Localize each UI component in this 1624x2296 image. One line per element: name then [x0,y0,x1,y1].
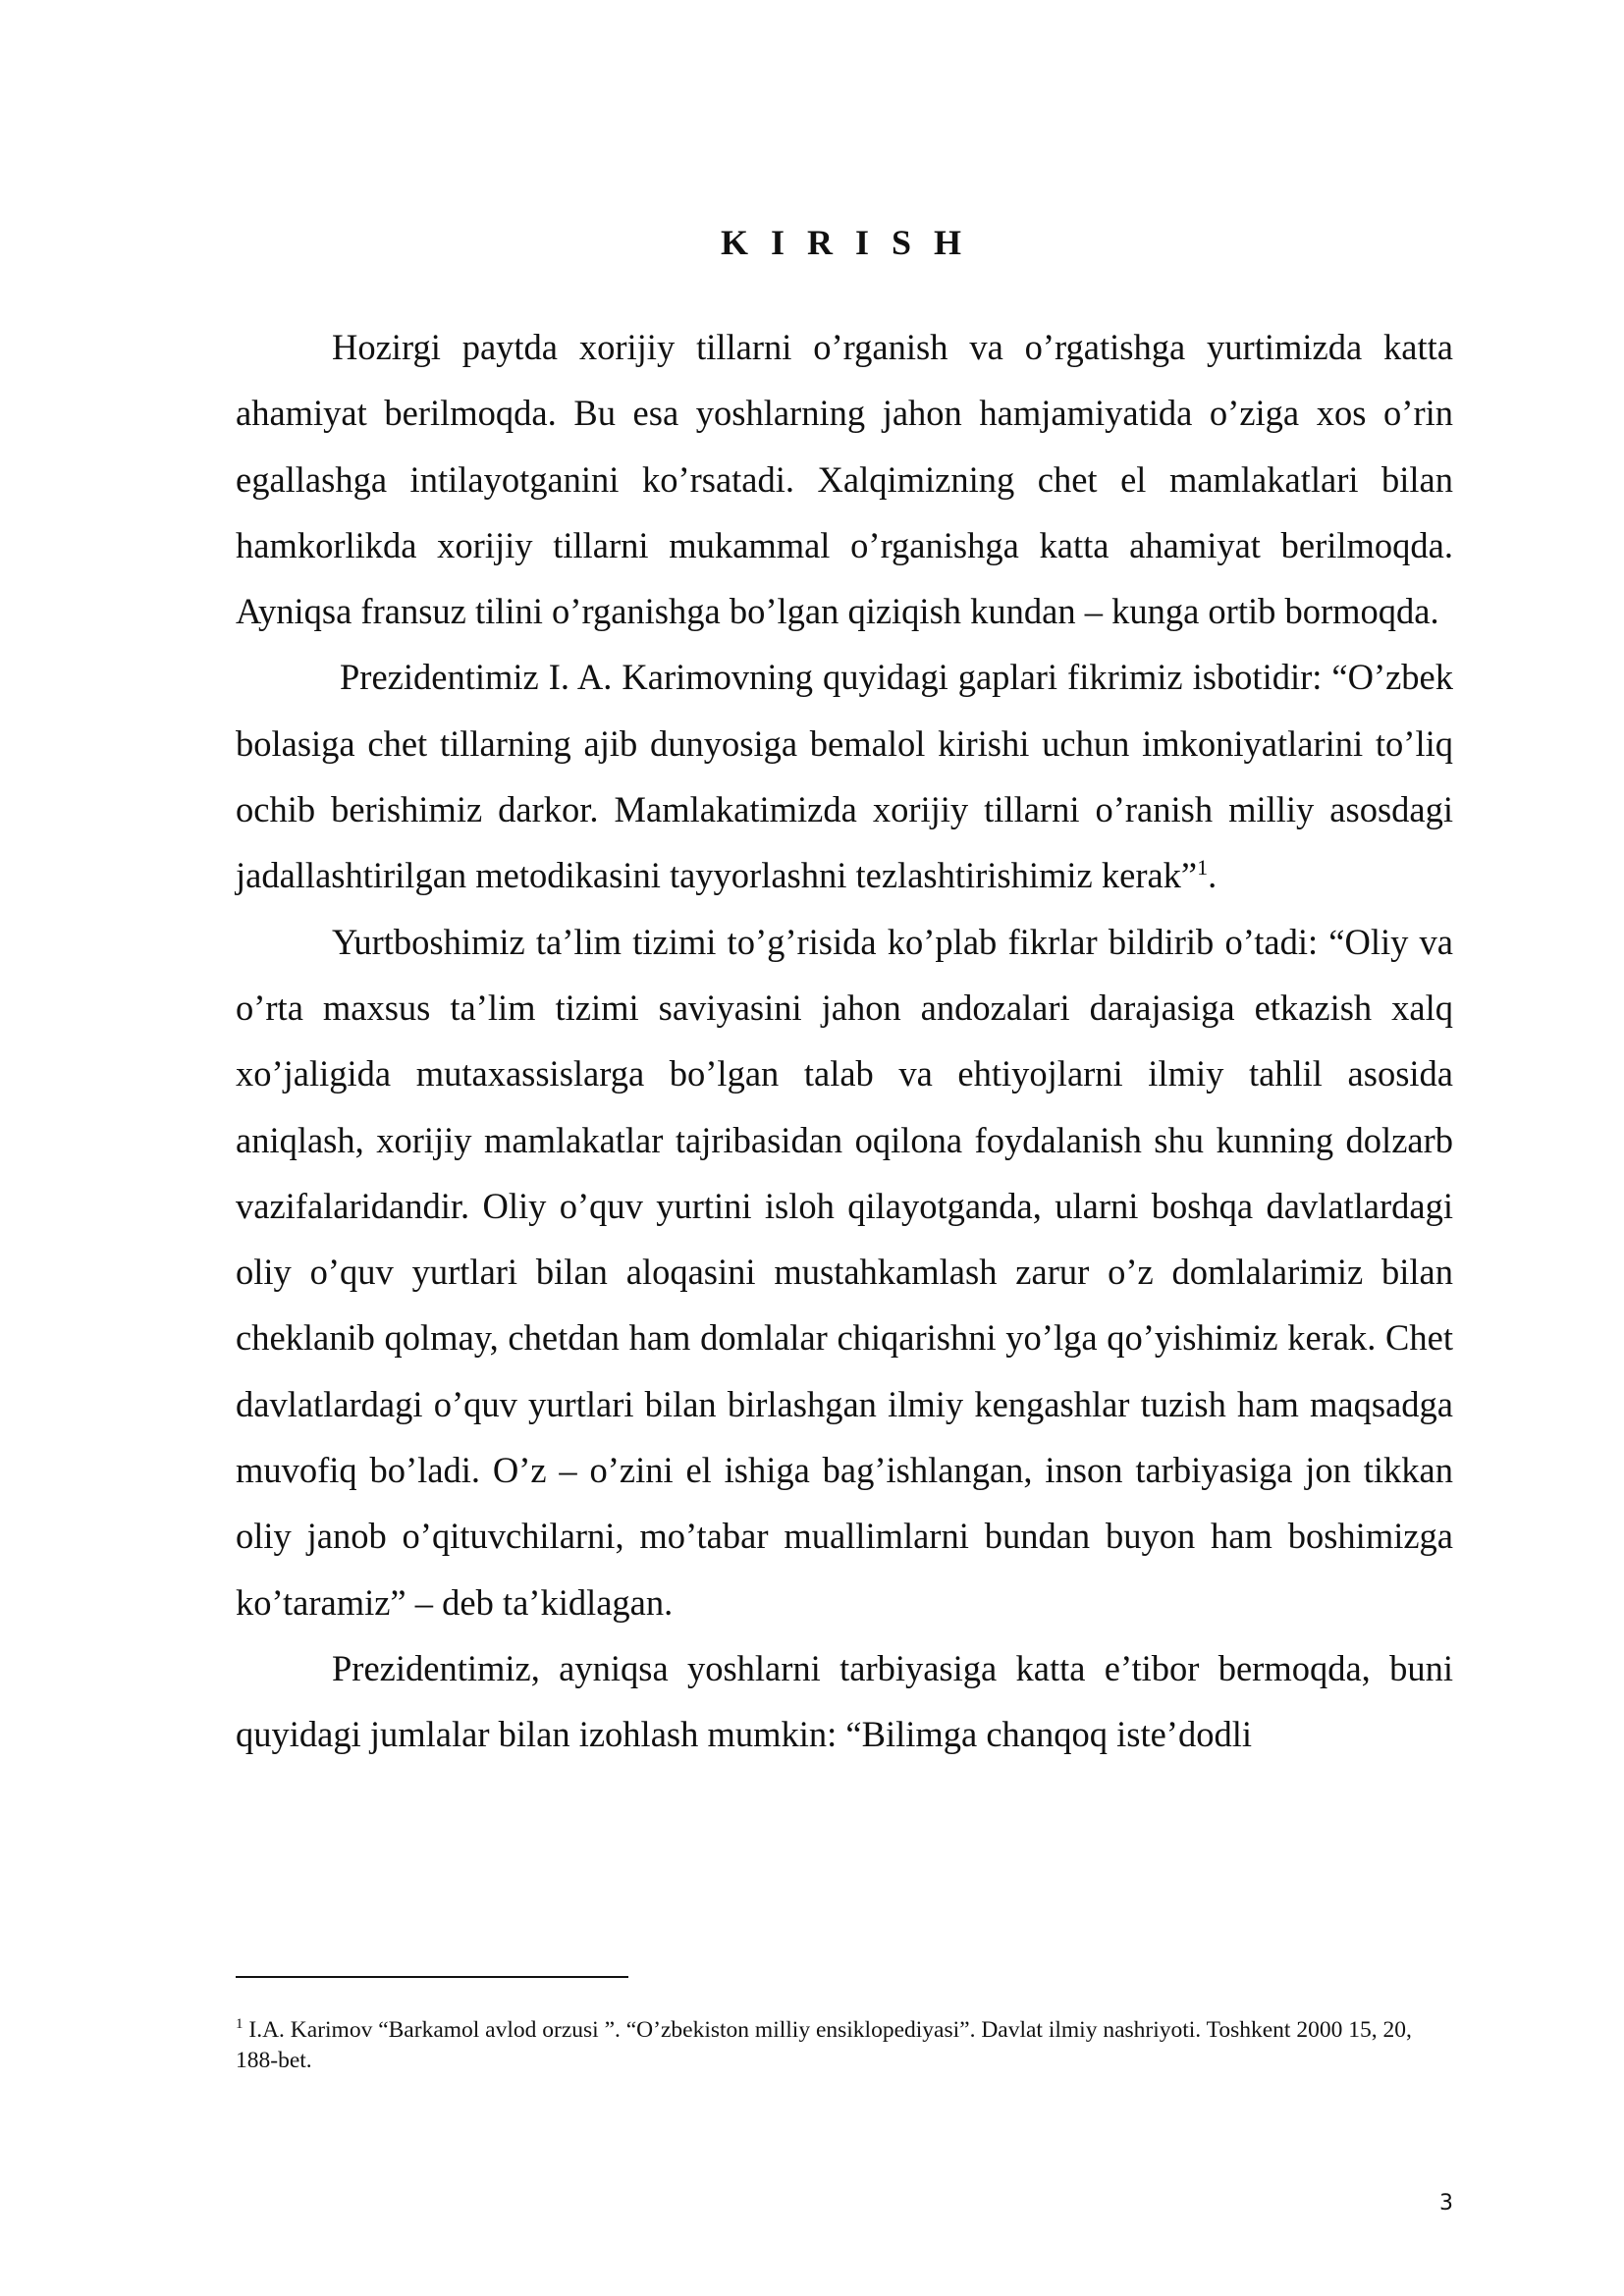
paragraph-2-text: Prezidentimiz I. A. Karimovning quyidagi gaplari fikrimiz isbotidir: “O’zbek bolasiga chet tillarning ajib dunyosiga bemalol kirishi uchun imkoniyatlarini to’liq ochib berishimiz darkor. Mamlakatimizda xorijiy tillarni o’ranish milliy asosdagi jadallashtirilgan metodikasini tayyorlashni tezlashtirishimiz kerak” [236,657,1453,896]
paragraph-3-text: Yurtboshimiz ta’lim tizimi to’g’risida ko’plab fikrlar bildirib o’tadi: “Oliy va o’rta maxsus ta’lim tizimi saviyasini jahon andozalari darajasiga etkazish xalq xo’jaligida mutaxassislarga bo’lgan talab va ehtiyojlarni ilmiy tahlil asosida aniqlash, xorijiy mamlakatlar tajribasidan oqilona foydalanish shu kunning dolzarb vazifalaridandir. Oliy o’quv yurtini isloh qilayotganda, ularni boshqa davlatlardagi oliy o’quv yurtlari bilan aloqasini mustahkamlash zarur o’z domlalarimiz bilan cheklanib qolmay, chetdan ham domlalar chiqarishni yo’lga qo’yishimiz kerak. Chet davlatlardagi o’quv yurtlari bilan birlashgan ilmiy kengashlar tuzish ham maqsadga muvofiq bo’ladi. O’z – o’zini el ishiga bag’ishlangan, inson tarbiyasiga jon tikkan oliy janob o’qituvchilarni, mo’tabar muallimlarni bundan buyon ham boshimizga ko’taramiz” – deb ta’kidlagan. [236,921,1453,1623]
paragraph-2-tail: . [1208,855,1218,896]
footnote-marker: 1 [236,2016,244,2033]
footnote-reference: 1 [1197,855,1209,881]
footnote-text: I.A. Karimov “Barkamol avlod orzusi ”. “O’zbekiston milliy ensiklopediyasi”. Davlat ilmiy nashriyoti. Toshkent 2000 15, 20, 188-bet. [236,2017,1412,2073]
footnote-divider [236,1976,628,1978]
paragraph-1 [236,314,1453,644]
footnote [236,2015,1453,2076]
page-number: 3 [1439,2191,1453,2216]
paragraph-4 [236,1635,1453,1768]
paragraph-1-text: Hozirgi paytda xorijiy tillarni o’rganish va o’rgatishga yurtimizda katta ahamiyat berilmoqda. Bu esa yoshlarning jahon hamjamiyatida o’ziga xos o’rin egallashga intilayotganini ko’rsatadi. Xalqimizning chet el mamlakatlari bilan hamkorlikda xorijiy tillarni mukammal o’rganishga katta ahamiyat berilmoqda. Ayniqsa fransuz tilini o’rganishga bo’lgan qiziqish kundan – kunga ortib bormoqda. [236,327,1453,632]
body-text [236,314,1453,1768]
paragraph-2 [236,644,1453,908]
paragraph-3 [236,909,1453,1635]
page-title: K I R I S H [720,223,969,262]
paragraph-4-text: Prezidentimiz, ayniqsa yoshlarni tarbiyasiga katta e’tibor bermoqda, buni quyidagi jumlalar bilan izohlash mumkin: “Bilimga chanqoq iste’dodli [236,1647,1453,1755]
